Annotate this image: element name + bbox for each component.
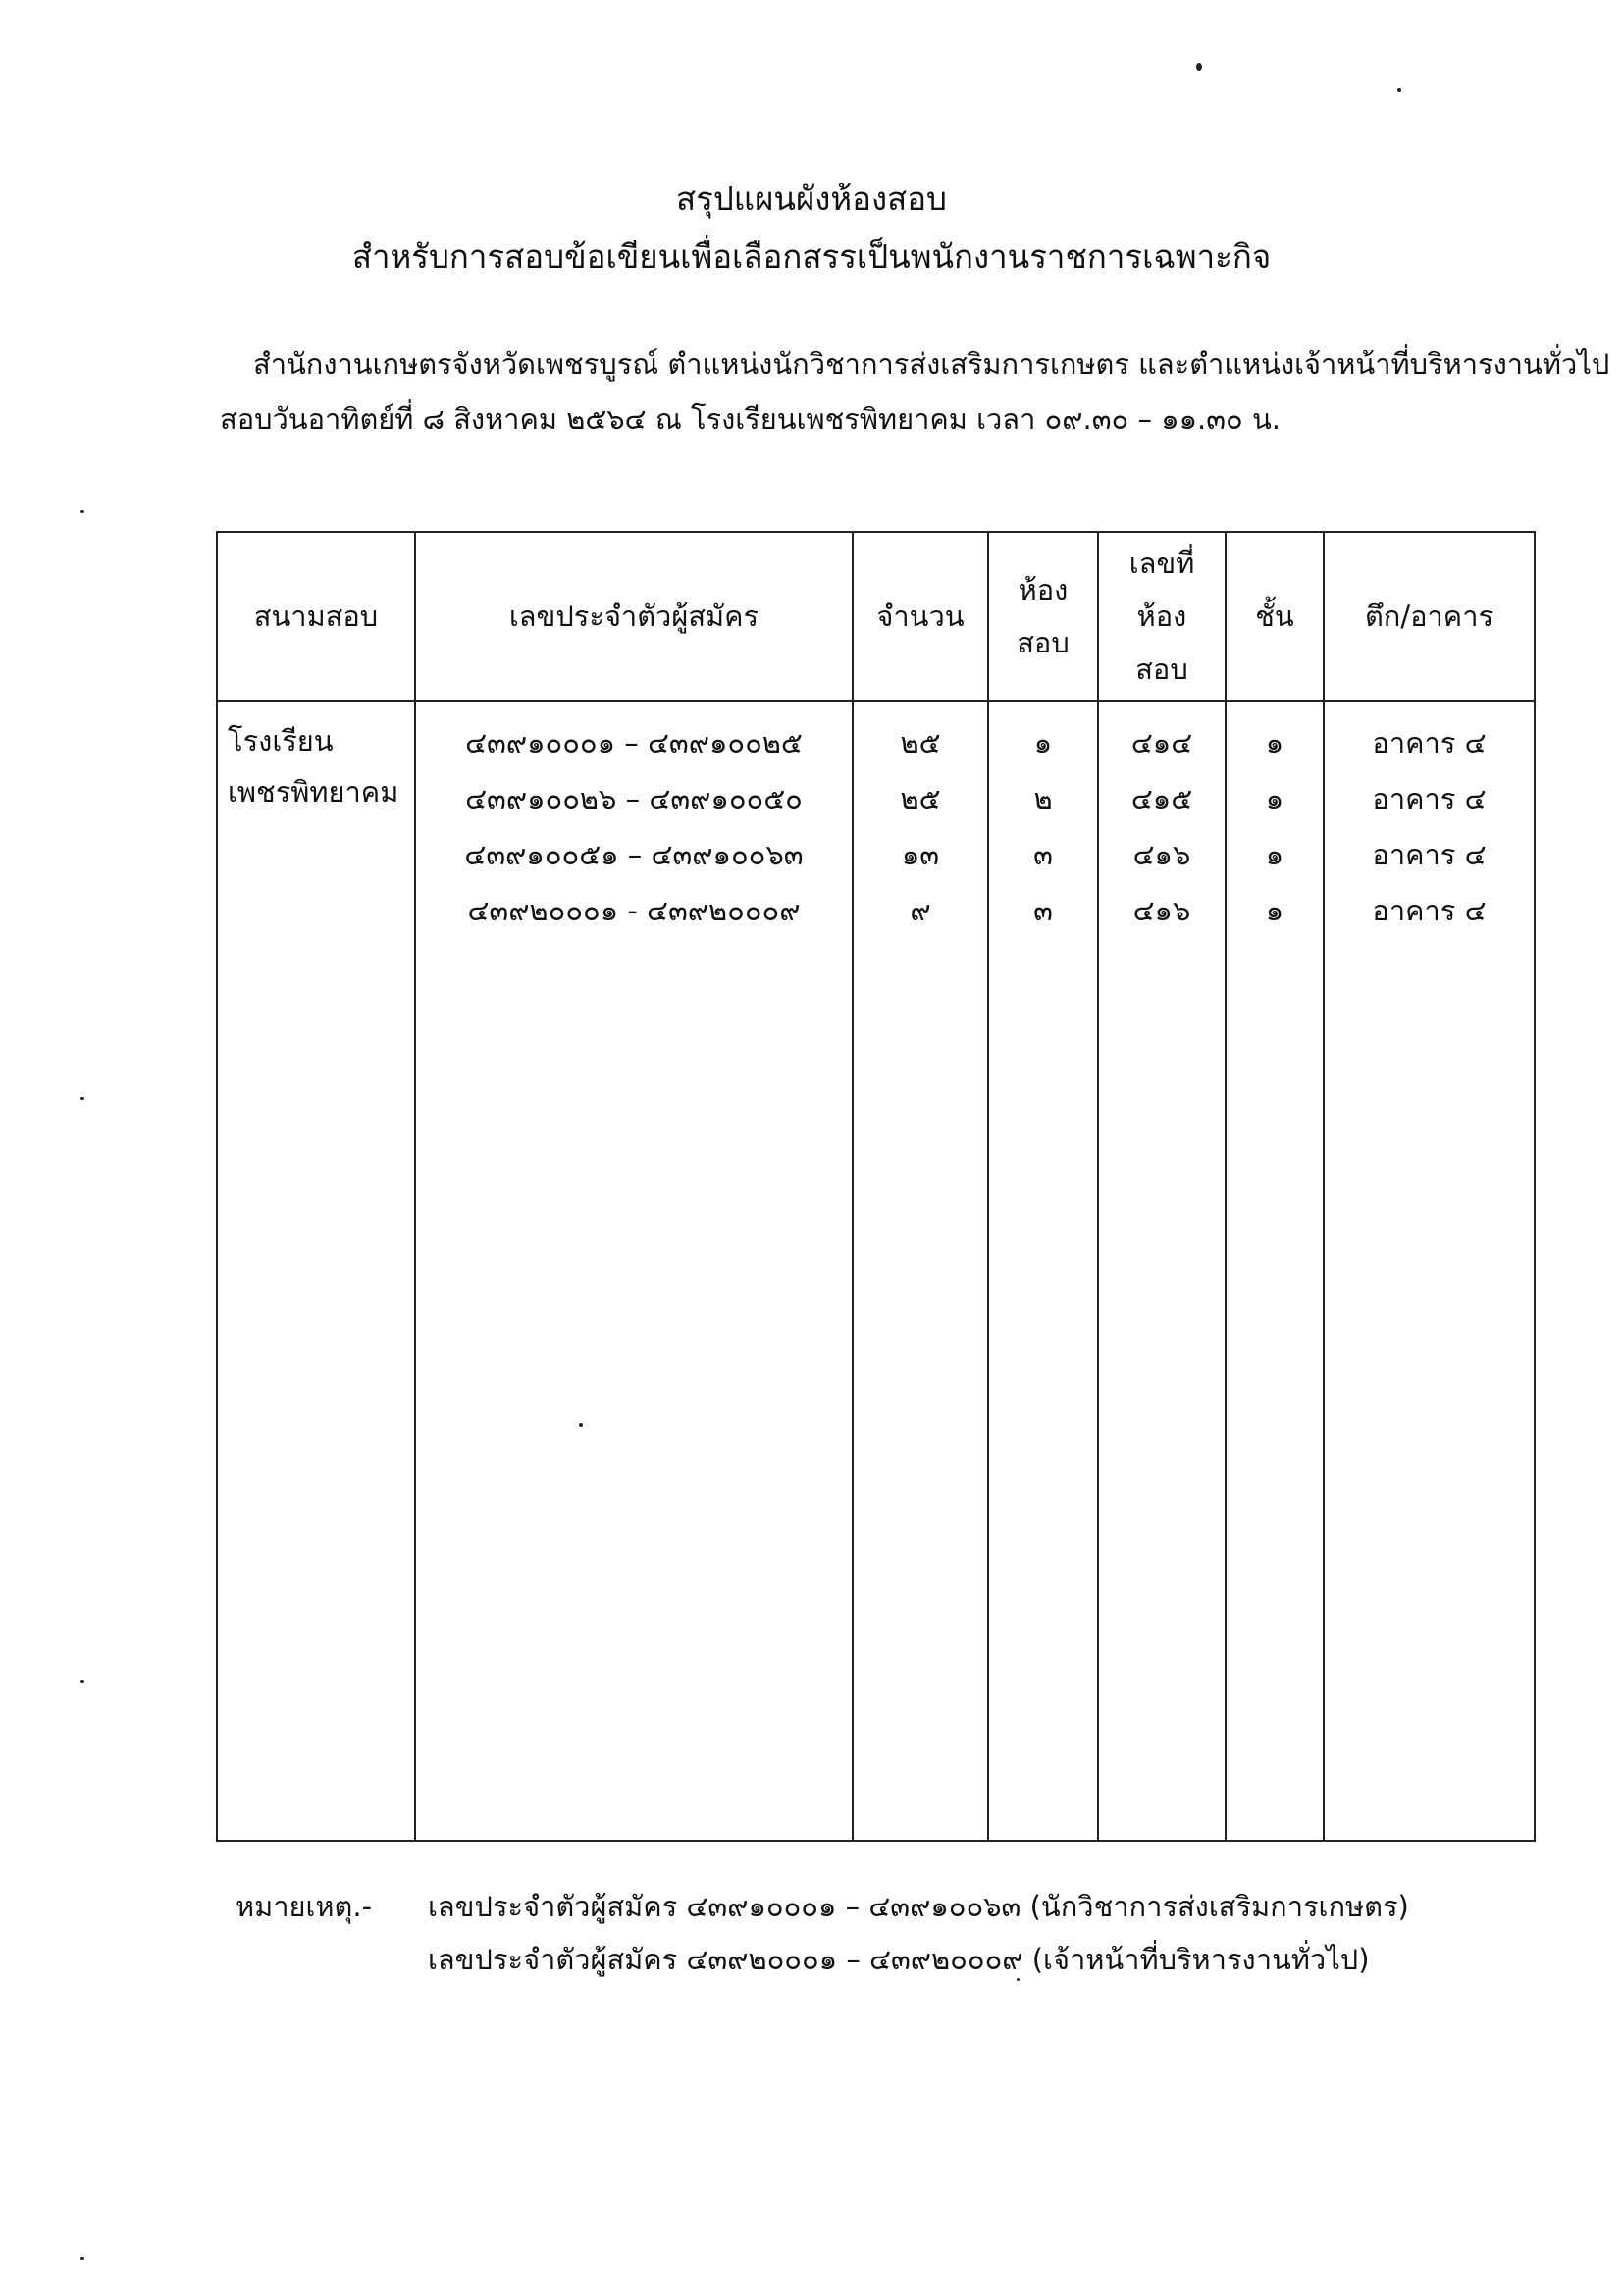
- venue-line-2: เพชรพิทยาคม: [228, 775, 399, 809]
- page-title: สรุปแผนผังห้องสอบ: [675, 180, 948, 218]
- intro-line-office: สำนักงานเกษตรจังหวัดเพชรบูรณ์ ตำแหน่งนักวิชาการส่งเสริมการเกษตร และตำแหน่งเจ้าหน้าที่บริหารงานทั่วไป: [253, 347, 1610, 381]
- intro-line-exam-date: สอบวันอาทิตย์ที่ ๘ สิงหาคม ๒๕๖๔ ณ โรงเรียนเพชรพิทยาคม เวลา ๐๙.๓๐ – ๑๑.๓๐ น.: [220, 402, 1282, 436]
- header-floor: ชั้น: [1226, 532, 1324, 701]
- room-number-value: ๔๑๔: [1130, 726, 1193, 759]
- building-value: อาคาร ๔: [1372, 782, 1487, 815]
- note-line-2: เลขประจำตัวผู้สมัคร ๔๓๙๒๐๐๐๑ – ๔๓๙๒๐๐๐๙ (เจ้าหน้าที่บริหารงานทั่วไป): [428, 1943, 1370, 1976]
- building-value: อาคาร ๔: [1372, 726, 1487, 759]
- scan-speck: [80, 1097, 84, 1100]
- id-range: ๔๓๙๑๐๐๒๖ – ๔๓๙๑๐๐๕๐: [465, 782, 803, 815]
- table-header-row: [217, 532, 1535, 701]
- room-number-value: ๔๑๕: [1130, 782, 1193, 815]
- room-number-value: ๔๑๖: [1132, 838, 1191, 871]
- header-room-number: เลขที่ ห้อง สอบ: [1098, 532, 1226, 701]
- page-subtitle: สำหรับการสอบข้อเขียนเพื่อเลือกสรรเป็นพนักงานราชการเฉพาะกิจ: [351, 237, 1272, 276]
- floor-value: ๑: [1265, 894, 1284, 927]
- room-value: ๓: [1033, 838, 1053, 871]
- room-value: ๑: [1033, 726, 1053, 759]
- scan-speck: [80, 510, 84, 513]
- scan-speck: [80, 2257, 84, 2260]
- scan-speck: [1196, 63, 1202, 71]
- header-count: จำนวน: [853, 532, 988, 701]
- floor-value: ๑: [1265, 782, 1284, 815]
- scan-speck: [1397, 88, 1401, 92]
- table-body-row: [217, 701, 1535, 1841]
- id-range: ๔๓๙๑๐๐๕๑ – ๔๓๙๑๐๐๖๓: [464, 838, 804, 871]
- count-value: ๒๕: [900, 782, 941, 815]
- building-value: อาคาร ๔: [1372, 838, 1487, 871]
- count-value: ๑๓: [901, 838, 940, 871]
- id-range: ๔๓๙๒๐๐๐๑ - ๔๓๙๒๐๐๐๙: [467, 894, 801, 927]
- scan-speck: [579, 1423, 583, 1427]
- room-cell: [988, 701, 1098, 1841]
- count-cell: [853, 701, 988, 1841]
- applicant-id-cell: [415, 701, 853, 1841]
- room-value: ๓: [1033, 894, 1053, 927]
- scan-speck: [1017, 1978, 1020, 1981]
- building-cell: [1324, 701, 1535, 1841]
- header-room: ห้อง สอบ: [988, 532, 1098, 701]
- note-label: หมายเหตุ.-: [236, 1890, 373, 1923]
- note-line-1: เลขประจำตัวผู้สมัคร ๔๓๙๑๐๐๐๑ – ๔๓๙๑๐๐๖๓ (นักวิชาการส่งเสริมการเกษตร): [428, 1890, 1409, 1923]
- header-venue: สนามสอบ: [217, 532, 415, 701]
- header-building: ตึก/อาคาร: [1324, 532, 1535, 701]
- scan-speck: [80, 1680, 84, 1683]
- header-applicant-id: เลขประจำตัวผู้สมัคร: [415, 532, 853, 701]
- room-number-value: ๔๑๖: [1132, 894, 1191, 927]
- room-number-cell: [1098, 701, 1226, 1841]
- venue-line-1: โรงเรียน: [228, 724, 334, 757]
- floor-cell: [1226, 701, 1324, 1841]
- exam-room-table: [216, 531, 1536, 1842]
- floor-value: ๑: [1265, 838, 1284, 871]
- count-value: ๒๕: [900, 726, 941, 759]
- count-value: ๙: [910, 894, 931, 927]
- room-value: ๒: [1033, 782, 1053, 815]
- venue-cell: [217, 701, 415, 1841]
- id-range: ๔๓๙๑๐๐๐๑ – ๔๓๙๑๐๐๒๕: [465, 726, 803, 759]
- floor-value: ๑: [1265, 726, 1284, 759]
- building-value: อาคาร ๔: [1372, 894, 1487, 927]
